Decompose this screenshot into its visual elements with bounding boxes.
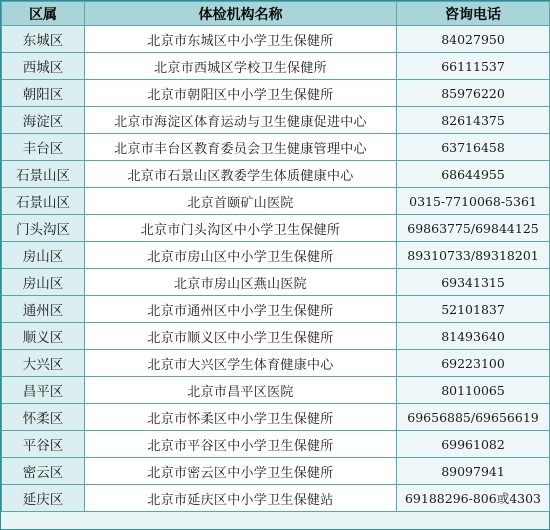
table-row bbox=[2, 107, 550, 134]
table-row bbox=[2, 323, 550, 350]
district-cell: 房山区 bbox=[2, 269, 85, 296]
district-cell: 朝阳区 bbox=[2, 80, 85, 107]
institution-name-cell: 北京市门头沟区中小学卫生保健所 bbox=[85, 215, 397, 242]
table-row bbox=[2, 350, 550, 377]
phone-number-cell: 63716458 bbox=[397, 134, 550, 161]
table-row bbox=[2, 458, 550, 485]
table-row bbox=[2, 269, 550, 296]
table-row bbox=[2, 296, 550, 323]
phone-number-cell: 52101837 bbox=[397, 296, 550, 323]
table-row bbox=[2, 134, 550, 161]
district-cell: 顺义区 bbox=[2, 323, 85, 350]
phone-number-cell: 82614375 bbox=[397, 107, 550, 134]
phone-number-cell: 66111537 bbox=[397, 53, 550, 80]
institution-name-cell: 北京市大兴区学生体育健康中心 bbox=[85, 350, 397, 377]
phone-number-cell: 69863775/69844125 bbox=[397, 215, 550, 242]
district-cell: 昌平区 bbox=[2, 377, 85, 404]
phone-number-cell: 85976220 bbox=[397, 80, 550, 107]
institution-name-cell: 北京市昌平区医院 bbox=[85, 377, 397, 404]
institution-name-cell: 北京市房山区中小学卫生保健所 bbox=[85, 242, 397, 269]
table-body bbox=[2, 26, 550, 512]
district-cell: 大兴区 bbox=[2, 350, 85, 377]
institution-name-cell: 北京市石景山区教委学生体质健康中心 bbox=[85, 161, 397, 188]
institution-name-cell: 北京首颐矿山医院 bbox=[85, 188, 397, 215]
institution-name-cell: 北京市密云区中小学卫生保健所 bbox=[85, 458, 397, 485]
district-cell: 怀柔区 bbox=[2, 404, 85, 431]
phone-number-cell: 69223100 bbox=[397, 350, 550, 377]
district-cell: 石景山区 bbox=[2, 188, 85, 215]
district-cell: 丰台区 bbox=[2, 134, 85, 161]
institution-name-cell: 北京市通州区中小学卫生保健所 bbox=[85, 296, 397, 323]
table-row bbox=[2, 161, 550, 188]
phone-number-cell: 68644955 bbox=[397, 161, 550, 188]
district-cell: 密云区 bbox=[2, 458, 85, 485]
phone-number-cell: 69656885/69656619 bbox=[397, 404, 550, 431]
phone-number-cell: 84027950 bbox=[397, 26, 550, 53]
table-header bbox=[2, 2, 550, 26]
institution-name-cell: 北京市房山区燕山医院 bbox=[85, 269, 397, 296]
table-row bbox=[2, 53, 550, 80]
institution-name-cell: 北京市东城区中小学卫生保健所 bbox=[85, 26, 397, 53]
phone-number-cell: 89310733/89318201 bbox=[397, 242, 550, 269]
district-cell: 西城区 bbox=[2, 53, 85, 80]
district-cell: 门头沟区 bbox=[2, 215, 85, 242]
phone-number-cell: 69188296-806或4303 bbox=[397, 485, 550, 512]
institution-name-cell: 北京市西城区学校卫生保健所 bbox=[85, 53, 397, 80]
phone-number-cell: 89097941 bbox=[397, 458, 550, 485]
table-row bbox=[2, 404, 550, 431]
institution-name-cell: 北京市丰台区教育委员会卫生健康管理中心 bbox=[85, 134, 397, 161]
phone-number-cell: 0315-7710068-5361 bbox=[397, 188, 550, 215]
institution-name-cell: 北京市怀柔区中小学卫生保健所 bbox=[85, 404, 397, 431]
institution-name-cell: 北京市顺义区中小学卫生保健所 bbox=[85, 323, 397, 350]
district-cell: 海淀区 bbox=[2, 107, 85, 134]
header-district: 区属 bbox=[2, 2, 85, 26]
health-exam-institution-table bbox=[1, 1, 550, 512]
table-row bbox=[2, 80, 550, 107]
header-institution-name: 体检机构名称 bbox=[85, 2, 397, 26]
header-row bbox=[2, 2, 550, 26]
table-row bbox=[2, 485, 550, 512]
district-cell: 延庆区 bbox=[2, 485, 85, 512]
institution-name-cell: 北京市海淀区体育运动与卫生健康促进中心 bbox=[85, 107, 397, 134]
district-cell: 平谷区 bbox=[2, 431, 85, 458]
table-row bbox=[2, 377, 550, 404]
table-row bbox=[2, 215, 550, 242]
district-cell: 石景山区 bbox=[2, 161, 85, 188]
district-cell: 房山区 bbox=[2, 242, 85, 269]
phone-number-cell: 80110065 bbox=[397, 377, 550, 404]
institution-name-cell: 北京市朝阳区中小学卫生保健所 bbox=[85, 80, 397, 107]
district-cell: 通州区 bbox=[2, 296, 85, 323]
table-row bbox=[2, 431, 550, 458]
district-cell: 东城区 bbox=[2, 26, 85, 53]
phone-number-cell: 69961082 bbox=[397, 431, 550, 458]
table-row bbox=[2, 26, 550, 53]
institution-name-cell: 北京市延庆区中小学卫生保健站 bbox=[85, 485, 397, 512]
table-row bbox=[2, 188, 550, 215]
phone-number-cell: 69341315 bbox=[397, 269, 550, 296]
phone-number-cell: 81493640 bbox=[397, 323, 550, 350]
header-consult-phone: 咨询电话 bbox=[397, 2, 550, 26]
table-row bbox=[2, 242, 550, 269]
institution-name-cell: 北京市平谷区中小学卫生保健所 bbox=[85, 431, 397, 458]
